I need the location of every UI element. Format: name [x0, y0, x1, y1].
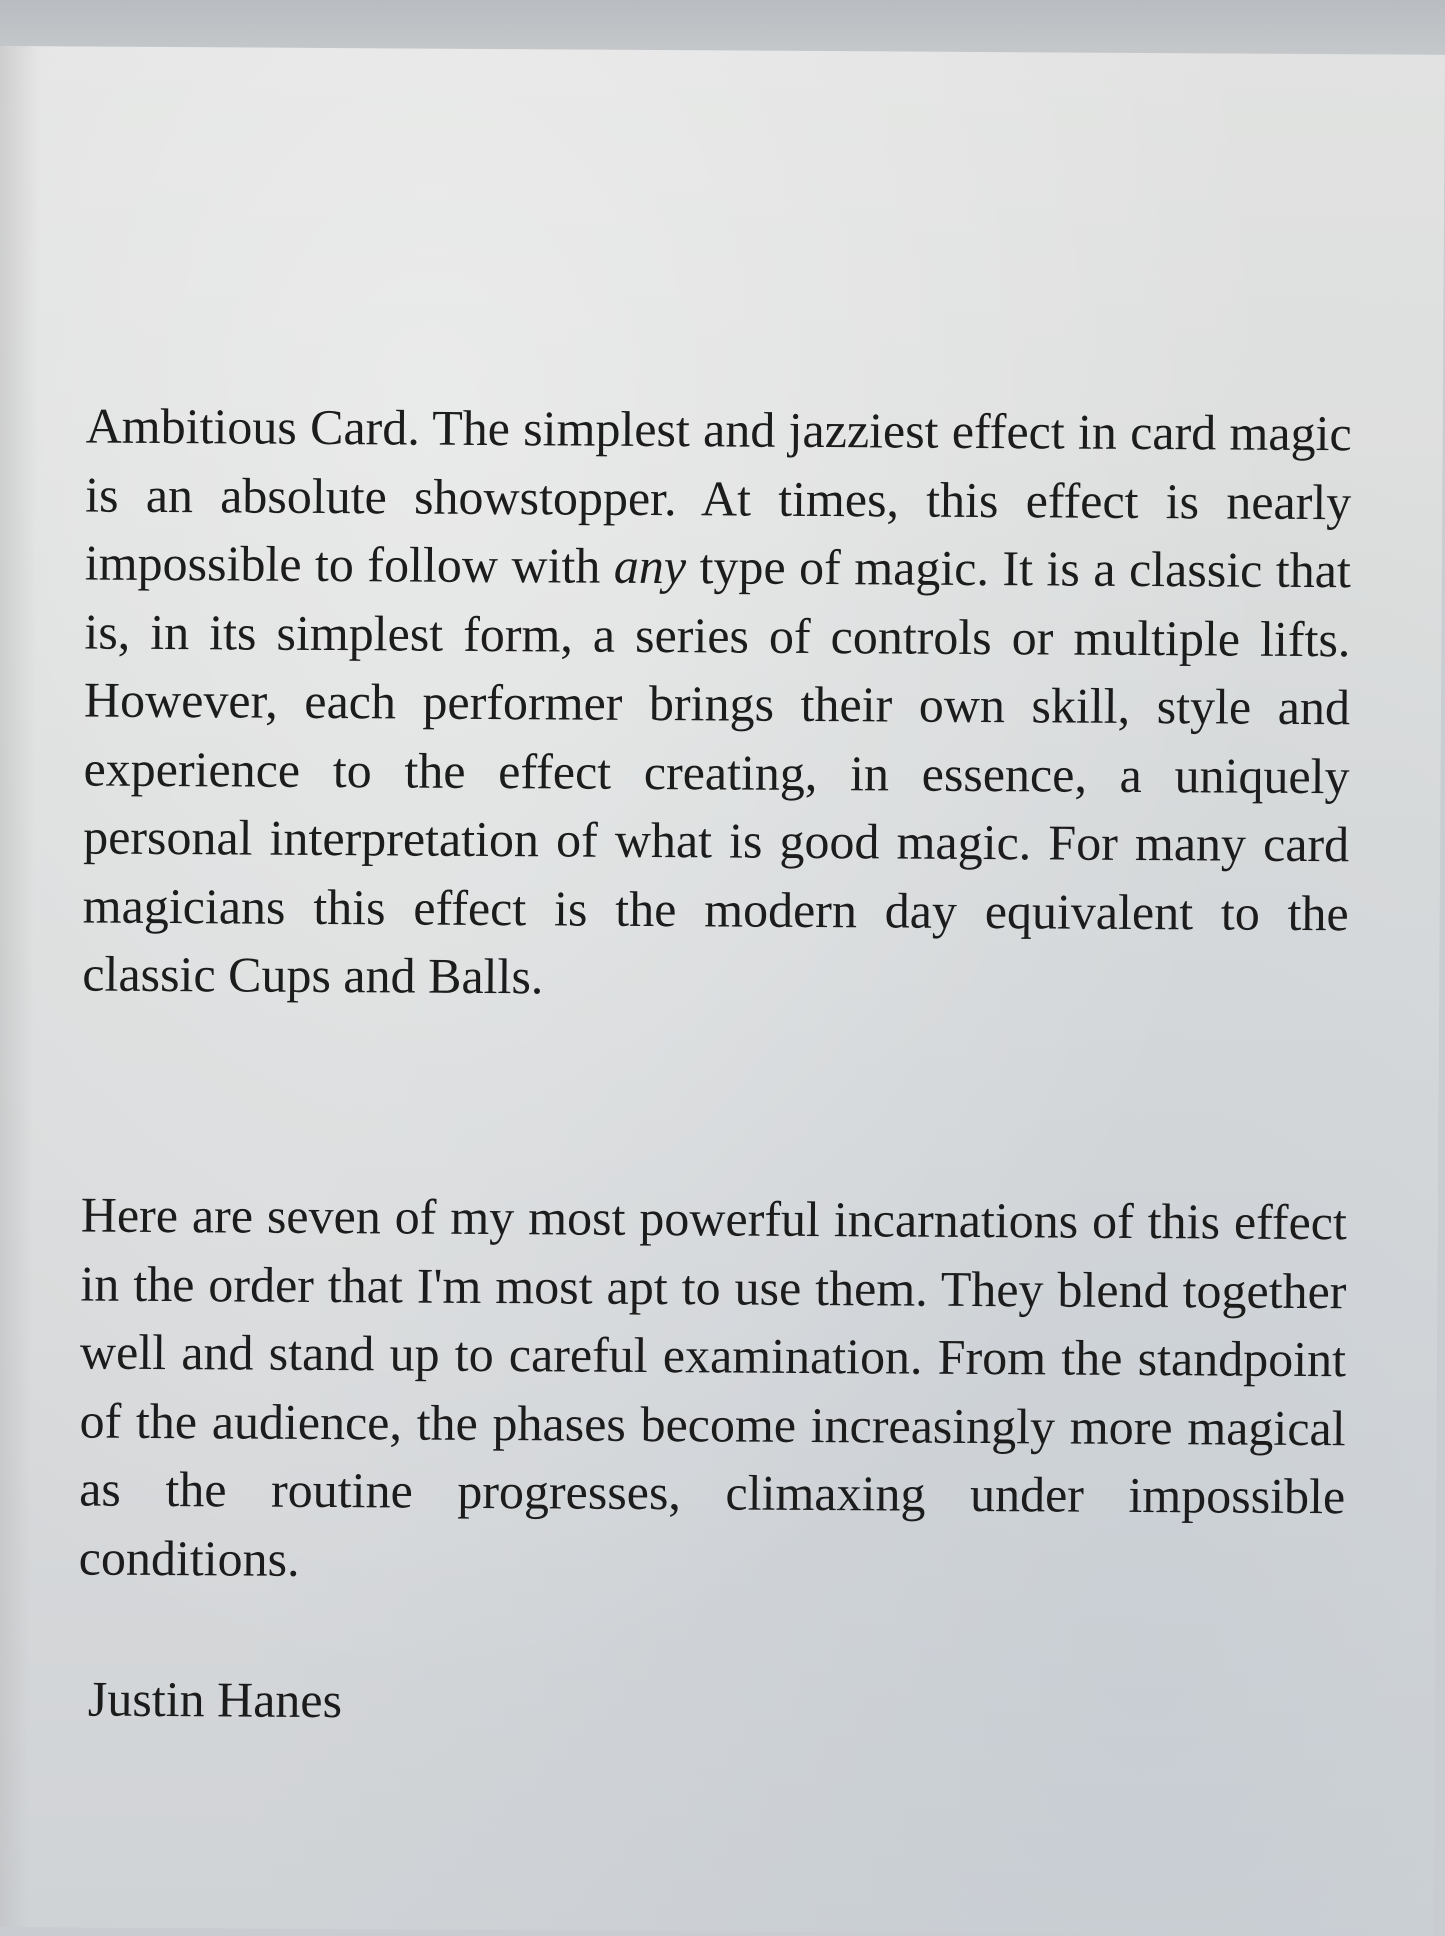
paragraph-intro-text-2: type of magic. It is a classic that is, in its simplest form, a series of controls or multiple lifts. However, each performer brings their own skill, style and experience to the effect creating, in essence, a uniquely personal interpretation of what is good magic. For many card magicians this effect is the modern day equivalent to the classic Cups and Balls. [82, 538, 1351, 1005]
paragraph-intro-emphasis: any [613, 537, 687, 595]
paragraph-intro [82, 392, 1352, 1016]
paragraph-intro-text-1: Ambitious Card. The simplest and jazziest effect in card magic is an absolute showstopper. At times, this effect is nearly impossible to follow with [84, 397, 1352, 594]
page-edge-shadow [0, 46, 40, 1927]
paragraph-routine: Here are seven of my most powerful incarnations of this effect in the order that I'm most apt to use them. They blend together well and stand up to careful examination. From the standpoint of the audience, the phases become increasingly more magical as the routine progresses, climaxing under impossible conditions. [78, 1186, 1348, 1587]
author-signature: Justin Hanes [87, 1670, 343, 1729]
book-page [0, 46, 1445, 1936]
